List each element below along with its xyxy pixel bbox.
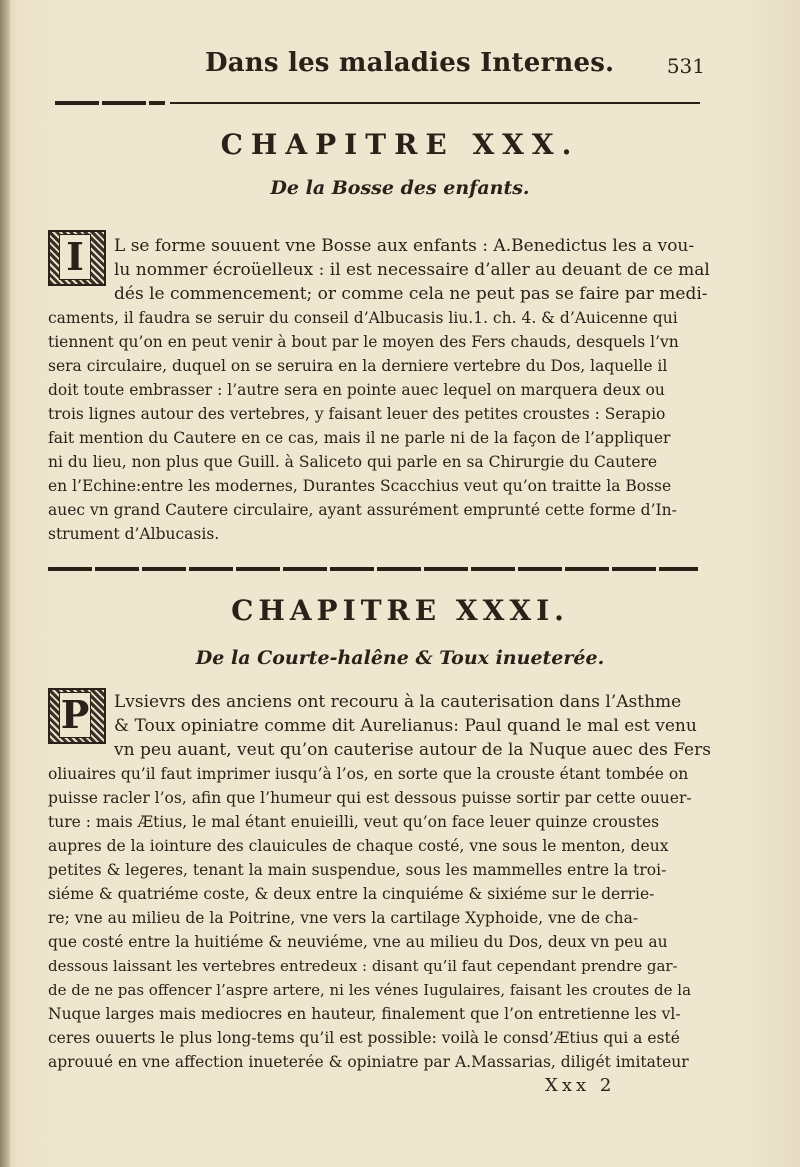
text-line: L se forme souuent vne Bosse aux enfants : A.Benedictus les a vou- [114,236,695,256]
text-line: tiennent qu’on en peut venir à bout par le moyen des Fers chauds, desquels l’vn [48,333,679,351]
binding-shadow [0,0,10,1167]
text-line: que costé entre la huitiéme & neuviéme, vne au milieu du Dos, deux vn peu au [48,933,668,951]
text-line: & Toux opiniatre comme dit Aurelianus: Paul quand le mal est venu [114,716,697,736]
text-line: Lvsievrs des anciens ont recouru à la cauterisation dans l’Asthme [114,692,682,712]
catchword: Xxx 2 [545,1075,616,1096]
chapter-31-subtitle: De la Courte-halêne & Toux inueterée. [195,647,605,669]
dropcap-letter: I [59,234,91,280]
text-line: caments, il faudra se seruir du conseil d’Albucasis liu.1. ch. 4. & d’Auicenne qui [48,309,678,327]
text-line: trois lignes autour des vertebres, y faisant leuer des petites croustes : Serapio [48,405,666,423]
text-line: Nuque larges mais mediocres en hauteur, finalement que l’on entretienne les vl- [48,1005,681,1023]
text-line: oliuaires qu’il faut imprimer iusqu’à l’os, en sorte que la crouste étant tombée on [48,765,689,783]
header-rule [170,102,700,104]
text-line: ceres ouuerts le plus long-tems qu’il est possible: voilà le consd’Ætius qui a esté [48,1029,680,1047]
text-line: de de ne pas offencer l’aspre artere, ni les vénes Iugulaires, faisant les croutes de la [48,981,692,999]
ornamental-rule [55,101,165,105]
page-header [195,40,755,80]
dropcap-letter: P [60,692,90,737]
text-line: lu nommer écroüelleux : il est necessaire d’aller au deuant de ce mal [114,260,710,280]
running-title: Dans les maladies Internes. [205,48,615,78]
dropcap-ornament [48,688,106,744]
chapter-divider-rule [48,567,698,571]
chapter-31-title: CHAPITRE XXXI. [231,594,569,627]
text-line: aprouué en vne affection inueterée & opiniatre par A.Massarias, diligét imitateur [48,1053,689,1071]
text-line: strument d’Albucasis. [48,525,220,543]
text-line: dés le commencement; or comme cela ne peut pas se faire par medi- [114,284,708,304]
text-line: vn peu auant, veut qu’on cauterise autour de la Nuque auec des Fers [114,740,711,760]
dropcap-ornament [48,230,106,286]
text-line: dessous laissant les vertebres entredeux : disant qu’il faut cependant prendre gar- [48,957,678,975]
text-line: auec vn grand Cautere circulaire, ayant assurément emprunté cette forme d’In- [48,501,677,519]
text-line: fait mention du Cautere en ce cas, mais il ne parle ni de la façon de l’appliquer [48,429,671,447]
text-line: aupres de la iointure des clauicules de chaque costé, vne sous le menton, deux [48,837,669,855]
page-number: 531 [666,54,705,78]
chapter-30-subtitle: De la Bosse des enfants. [270,177,530,199]
text-line: puisse racler l’os, afin que l’humeur qui est dessous puisse sortir par cette ouuer- [48,789,692,807]
chapter-30-title: CHAPITRE XXX. [220,128,580,161]
text-line: ture : mais Ætius, le mal étant enuieilli, veut qu’on face leuer quinze croustes [48,813,660,831]
text-line: en l’Echine:entre les modernes, Durantes Scacchius veut qu’on traitte la Bosse [48,477,672,495]
text-line: re; vne au milieu de la Poitrine, vne vers la cartilage Xyphoide, vne de cha- [48,909,639,927]
text-line: sera circulaire, duquel on se seruira en la derniere vertebre du Dos, laquelle il [48,357,668,375]
text-line: siéme & quatriéme coste, & deux entre la cinquiéme & sixiéme sur le derrie- [48,885,655,903]
text-line: petites & legeres, tenant la main suspendue, sous les mammelles entre la troi- [48,861,667,879]
text-line: ni du lieu, non plus que Guill. à Saliceto qui parle en sa Chirurgie du Cautere [48,453,658,471]
text-line: doit toute embrasser : l’autre sera en pointe auec lequel on marquera deux ou [48,381,665,399]
